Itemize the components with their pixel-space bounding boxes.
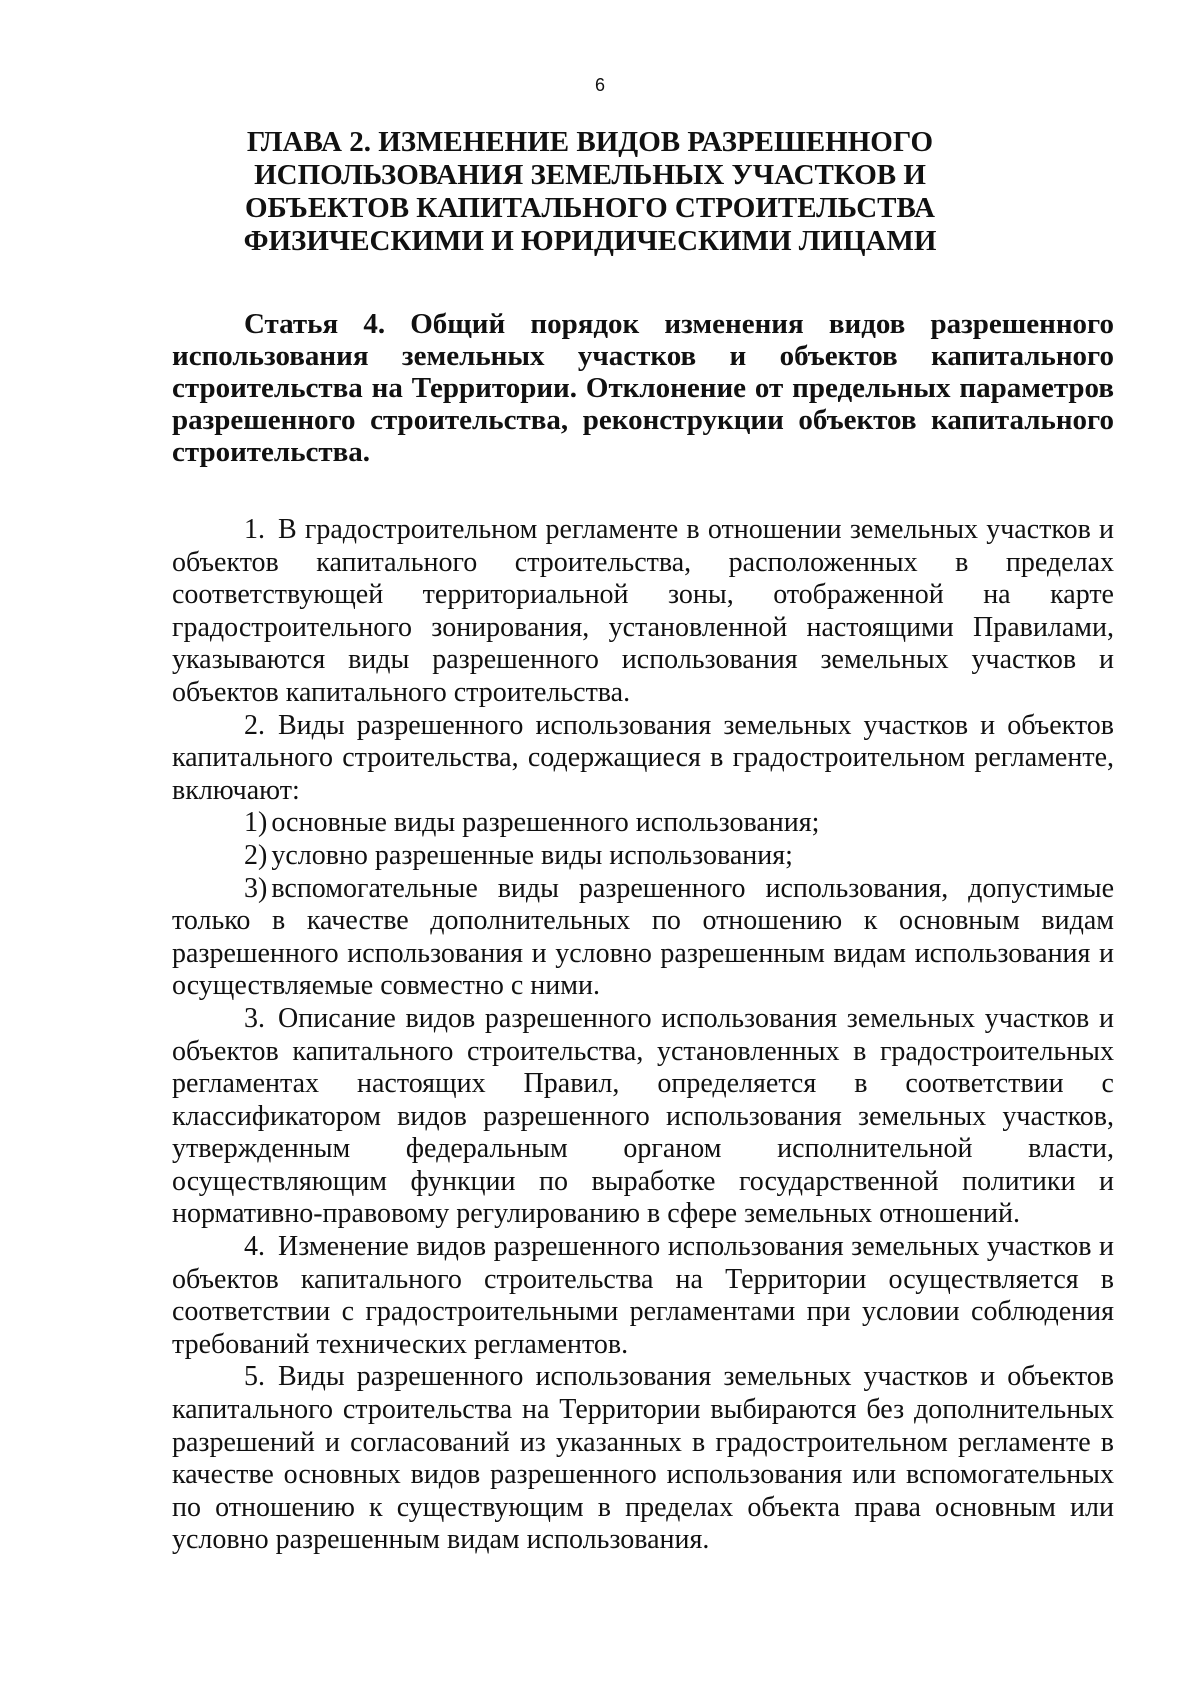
paragraph-text: Описание видов разрешенного использования земельных участков и объектов капитального строительства, установленных в градостроительных регламентах настоящих Правил, определяется в соответствии с классификатором видов разрешенного использования земельных участков, утвержденным федеральным органом исполнительной власти, осуществляющим функции по выработке государственной политики и нормативно-правовому регулированию в сфере земельных отношений. [172,1002,1114,1230]
paragraph-4 [172,1231,1114,1361]
paragraph-number: 1. [244,514,265,545]
list-item-3 [172,873,1114,1003]
list-item-number: 2) [244,839,268,871]
list-item-text: условно разрешенные виды использования; [271,839,793,871]
paragraph-number: 4. [244,1231,265,1263]
list-item-number: 1) [244,807,268,839]
paragraph-1 [172,514,1114,710]
article-body [172,514,1114,1557]
article-title: Статья 4. Общий порядок изменения видов разрешенного использования земельных участков и объектов капитального строительства на Территории. Отклонение от предельных параметров разрешенного строительства, реконструкции объектов капитального строительства. [172,308,1114,468]
list-item-text: вспомогательные виды разрешенного использования, допустимые только в качестве дополнительных по отношению к основным видам разрешенного использования и условно разрешенным видам использования и осуществляемые совместно с ними. [172,872,1114,1002]
paragraph-5 [172,1361,1114,1557]
list-item-1 [172,807,1114,840]
paragraph-text: Виды разрешенного использования земельных участков и объектов капитального строительства, содержащиеся в градостроительном регламенте, включают: [172,709,1114,806]
list-item-2 [172,840,1114,873]
paragraph-3 [172,1003,1114,1231]
paragraph-text: Изменение видов разрешенного использования земельных участков и объектов капитального строительства на Территории осуществляется в соответствии с градостроительными регламентами при условии соблюдения требований технических регламентов. [172,1231,1114,1360]
paragraph-number: 2. [244,709,265,741]
paragraph-number: 3. [244,1002,265,1034]
chapter-title: ГЛАВА 2. ИЗМЕНЕНИЕ ВИДОВ РАЗРЕШЕННОГО ИСПОЛЬЗОВАНИЯ ЗЕМЕЛЬНЫХ УЧАСТКОВ И ОБЪЕКТОВ КАПИТАЛЬНОГО СТРОИТЕЛЬСТВА ФИЗИЧЕСКИМИ И ЮРИДИЧЕСКИМИ ЛИЦАМИ [243,126,937,257]
list-item-number: 3) [244,872,268,904]
paragraph-text: Виды разрешенного использования земельных участков и объектов капитального строительства на Территории выбираются без дополнительных разрешений и согласований из указанных в градостроительном регламенте в качестве основных видов разрешенного использования или вспомогательных по отношению к существующим в пределах объекта права основным или условно разрешенным видам использования. [172,1361,1114,1556]
list-item-text: основные виды разрешенного использования; [271,807,820,839]
paragraph-2 [172,710,1114,808]
page-number: 6 [594,75,605,95]
paragraph-text: В градостроительном регламенте в отношении земельных участков и объектов капитального строительства, расположенных в пределах соответствующей территориальной зоны, отображенной на карте градостроительного зонирования, установленной настоящими Правилами, указываются виды разрешенного использования земельных участков и объектов капитального строительства. [172,514,1114,708]
paragraph-number: 5. [244,1361,265,1393]
